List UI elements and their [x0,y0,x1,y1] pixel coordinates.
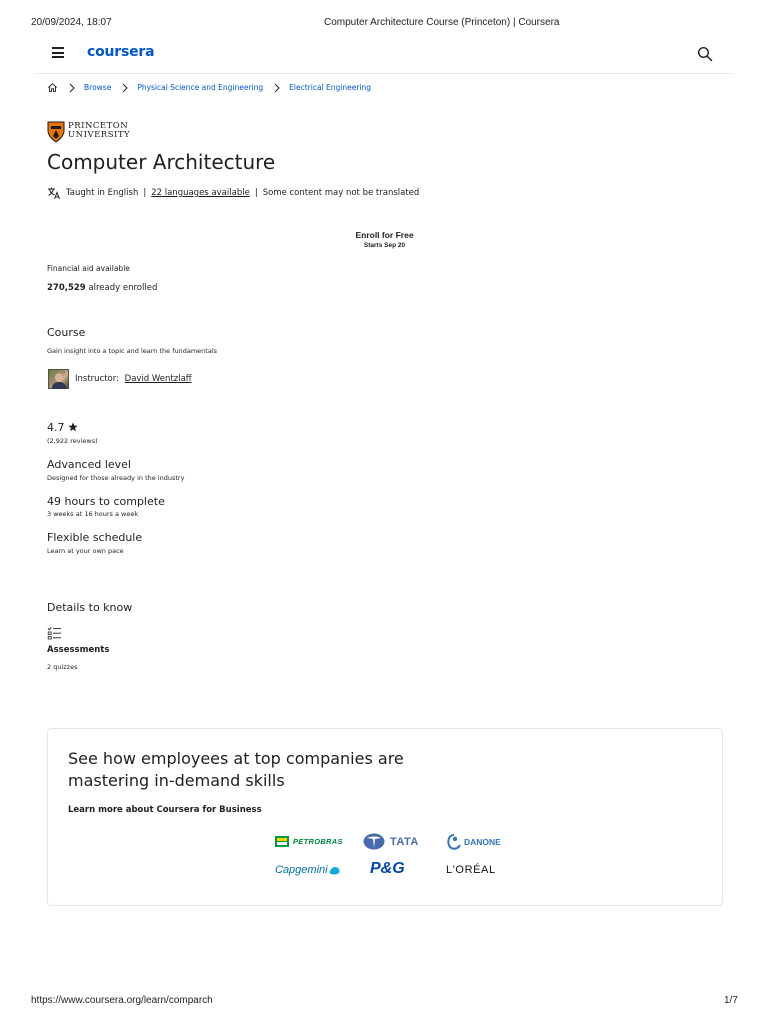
tata-mark-icon [363,833,385,850]
capgemini-spade-icon [329,866,340,875]
chevron-right-icon [119,82,131,94]
tata-text: TATA [390,835,419,848]
breadcrumb-physical-science[interactable]: Physical Science and Engineering [137,83,264,92]
capgemini-text: Capgemini [275,864,328,876]
university-name[interactable] [68,122,130,140]
danone-logo [446,833,501,851]
level-description: Designed for those already in the industry [47,474,185,482]
hours-description: 3 weeks at 16 hours a week [47,510,139,518]
hours-heading: 49 hours to complete [47,495,165,508]
reviews-count[interactable]: (2,922 reviews) [47,437,98,445]
print-page-number: 1/7 [724,995,738,1006]
home-icon[interactable] [47,82,58,93]
header-divider [36,73,732,74]
instructor-label: Instructor: [75,374,119,384]
search-icon[interactable] [697,46,713,62]
checklist-icon [47,626,62,640]
course-type-description: Gain insight into a topic and learn the fundamentals [47,347,218,355]
print-url: https://www.coursera.org/learn/comparch [31,995,213,1006]
taught-in-text: Taught in English [66,188,139,198]
assessments-label: Assessments [47,645,110,655]
print-doc-title: Computer Architecture Course (Princeton) | Coursera [324,17,560,28]
university-name-line1: PRINCETON [68,121,129,131]
rating [47,421,78,434]
petrobras-text: PETROBRAS [293,836,343,846]
breadcrumb [47,81,371,94]
tata-logo [363,833,419,850]
schedule-heading: Flexible schedule [47,531,143,544]
enrolled-suffix: already enrolled [88,283,158,293]
business-learn-more-link[interactable]: Learn more about Coursera for Business [68,805,262,815]
enroll-label: Enroll for Free [355,229,414,240]
star-icon [68,422,78,432]
pg-logo [370,859,405,879]
menu-icon[interactable] [52,47,64,58]
chevron-right-icon [271,82,283,94]
breadcrumb-browse[interactable]: Browse [84,83,112,92]
translation-note: Some content may not be translated [262,188,420,198]
petrobras-logo [275,834,343,848]
princeton-shield-icon [47,121,65,143]
level-heading: Advanced level [47,458,131,471]
translate-icon [47,186,61,200]
financial-aid-link[interactable]: Financial aid available [47,264,130,273]
university-name-line2: UNIVERSITY [68,130,131,140]
capgemini-logo [275,862,340,878]
instructor-avatar[interactable] [48,369,69,389]
coursera-logo[interactable]: coursera [87,44,155,60]
instructor-link[interactable]: David Wentzlaff [124,374,192,384]
pg-text: P&G [370,860,405,877]
business-promo-title: See how employees at top companies are mastering in-demand skills [68,749,404,790]
assessments-value: 2 quizzes [47,663,78,671]
enrolled-number: 270,529 [47,283,86,293]
separator: | [143,188,147,198]
rating-value: 4.7 [47,421,65,434]
print-datetime: 20/09/2024, 18:07 [31,17,112,28]
separator: | [254,188,258,198]
enrolled-count [47,283,157,293]
danone-text: DANONE [464,837,501,847]
breadcrumb-electrical-engineering[interactable]: Electrical Engineering [289,83,372,92]
course-type-heading: Course [47,326,86,339]
petrobras-mark-icon [275,836,289,847]
loreal-logo [446,863,496,877]
languages-link[interactable]: 22 languages available [151,188,250,198]
enroll-start-date: Starts Sep 20 [363,241,406,249]
chevron-right-icon [66,82,78,94]
page-title: Computer Architecture [47,150,276,174]
instructor-row [75,374,192,384]
danone-mark-icon [446,833,462,851]
enroll-button[interactable] [333,225,436,253]
details-heading: Details to know [47,601,133,614]
language-info [47,186,419,200]
schedule-description: Learn at your own pace [47,547,124,555]
loreal-text: L'ORÉAL [446,864,496,876]
